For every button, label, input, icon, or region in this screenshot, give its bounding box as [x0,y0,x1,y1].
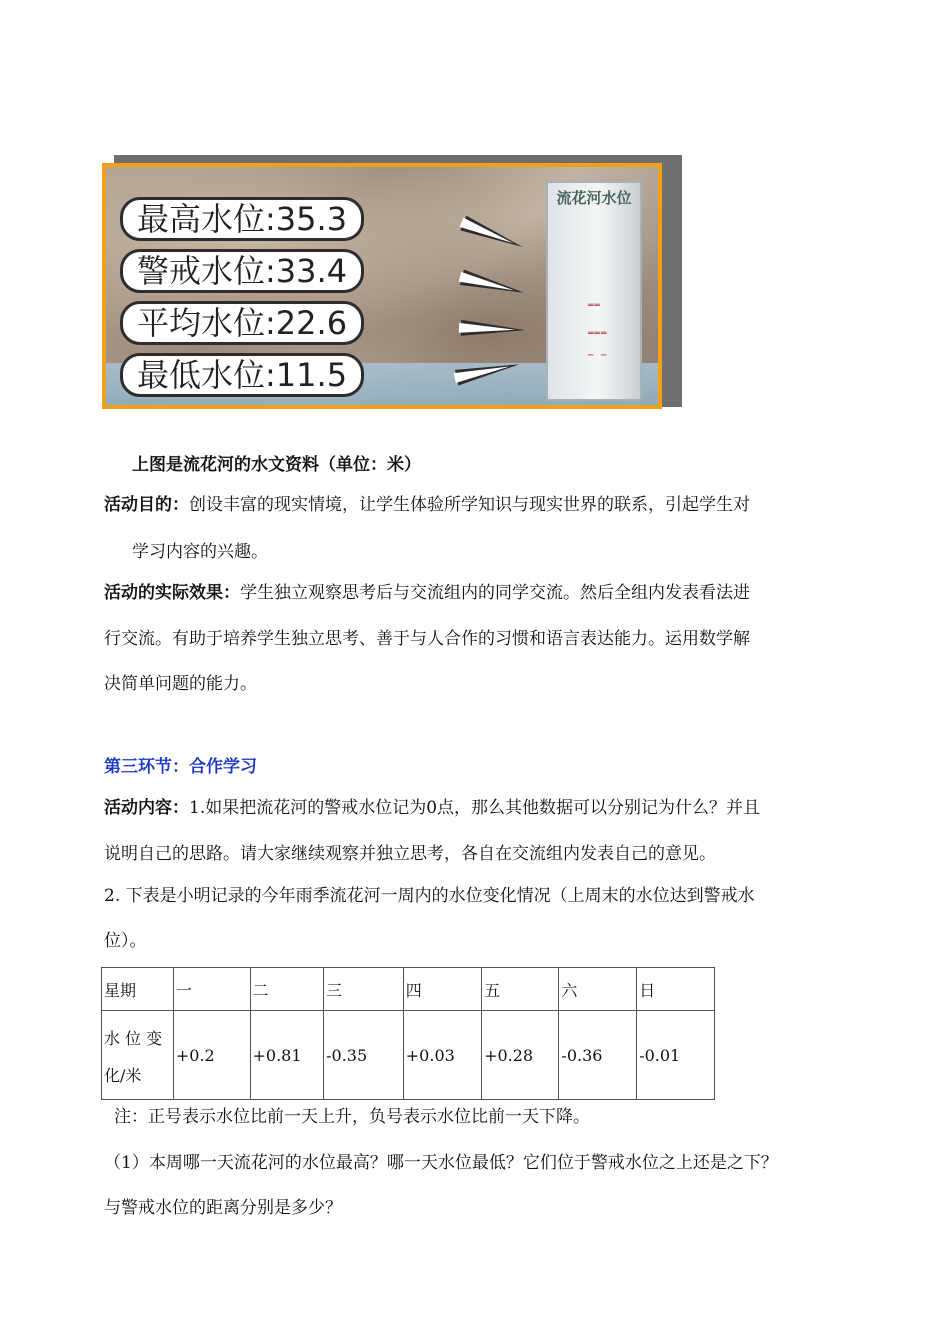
bubble-label: 最低水位 [137,356,266,394]
activity-goal-text: 创设丰富的现实情境，让学生体验所学知识与现实世界的联系，引起学生对 [189,495,750,515]
activity-goal-label: 活动目的： [104,495,189,515]
bubble-pointer [461,320,526,338]
gauge-tick: ══ [588,301,601,311]
bubble-value: 33.4 [275,252,348,290]
table-cell: +0.28 [482,1011,559,1100]
activity-effect-line1 [104,581,750,605]
bubble-value: 11.5 [275,356,348,394]
activity-effect-text: 学生独立观察思考后与交流组内的同学交流。然后全组内发表看法进 [240,583,750,603]
table-header-cell: 一 [173,968,250,1011]
table-cell: +0.81 [250,1011,324,1100]
activity-goal-line2: 学习内容的兴趣。 [132,542,268,562]
bubble-average-level: 平均水位:22.6 [120,301,364,345]
activity-effect-label: 活动的实际效果： [104,583,240,603]
activity-effect-line3: 决简单问题的能力。 [104,674,257,694]
bubble-pointer [460,269,526,300]
bubble-pointer [460,216,525,255]
gauge-tick: ─ ─ [588,351,608,361]
section-title: 第三环节：合作学习 [104,757,257,777]
table-row-label [102,1011,174,1100]
water-level-figure [102,155,682,415]
gauge-label: 流花河水位 [556,189,632,207]
water-level-change-table [101,967,715,1100]
bubble-label: 警戒水位 [137,252,266,290]
table-header-cell: 二 [250,968,324,1011]
activity-goal-line1 [104,493,750,517]
row-label-line: 水 位 变 [104,1029,163,1048]
table-cell: +0.03 [403,1011,481,1100]
table-header-row [102,968,715,1011]
table-header-cell: 星期 [102,968,174,1011]
bubble-highest-level: 最高水位:35.3 [120,197,364,241]
activity-content-label: 活动内容： [104,798,189,818]
bubble-warning-level: 警戒水位:33.4 [120,249,364,293]
table-note: 注：正号表示水位比前一天上升，负号表示水位比前一天下降。 [114,1107,590,1127]
table-cell: -0.36 [559,1011,637,1100]
bubble-label: 平均水位 [137,304,266,342]
bubble-lowest-level: 最低水位:11.5 [120,353,364,397]
table-row [102,1011,715,1100]
activity-effect-line2: 行交流。有助于培养学生独立思考、善于与人合作的习惯和语言表达能力。运用数学解 [104,629,750,649]
bubble-label: 最高水位 [137,200,266,238]
activity-content-line1 [104,796,760,820]
table-header-cell: 日 [637,968,715,1011]
activity-content-line2: 说明自己的思路。请大家继续观察并独立思考，各自在交流组内发表自己的意见。 [104,844,716,864]
question1-line1: （1）本周哪一天流花河的水位最高？哪一天水位最低？它们位于警戒水位之上还是之下？ [104,1153,778,1173]
table-cell: -0.01 [637,1011,715,1100]
gauge-tick: ═══ [588,329,608,339]
figure-frame [102,163,662,409]
table-cell: +0.2 [173,1011,250,1100]
table-header-cell: 三 [324,968,404,1011]
table-header-cell: 五 [482,968,559,1011]
question1-line2: 与警戒水位的距离分别是多少？ [104,1198,342,1218]
row-label-line: 化/米 [104,1066,142,1085]
item2-line2: 位）。 [104,931,147,951]
bubble-value: 35.3 [275,200,348,238]
item2-line1: 2. 下表是小明记录的今年雨季流花河一周内的水位变化情况（上周末的水位达到警戒水 [104,886,755,906]
figure-caption: 上图是流花河的水文资料（单位：米） [132,455,421,475]
water-gauge-post [546,181,642,401]
table-cell: -0.35 [324,1011,404,1100]
bubble-value: 22.6 [275,304,348,342]
table-header-cell: 六 [559,968,637,1011]
activity-content-text: 1.如果把流花河的警戒水位记为0点，那么其他数据可以分别记为什么？并且 [189,798,761,818]
table-header-cell: 四 [403,968,481,1011]
